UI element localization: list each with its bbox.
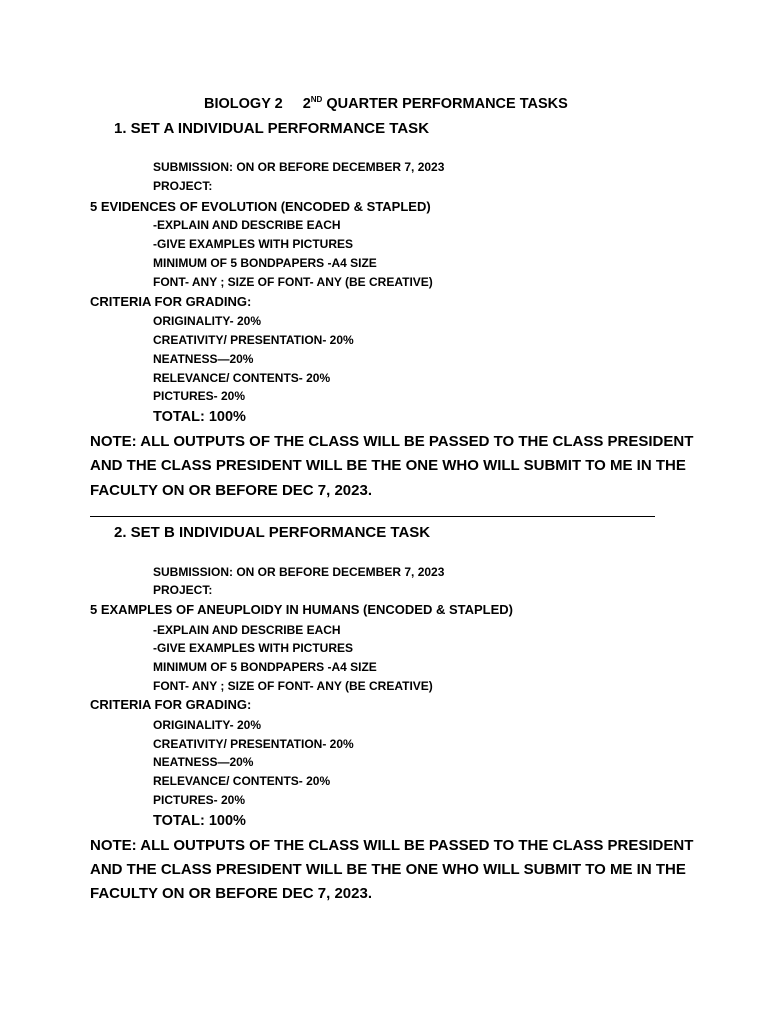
section-b-note-line: FACULTY ON OR BEFORE DEC 7, 2023. — [90, 885, 373, 902]
section-a-heading: 1. SET A INDIVIDUAL PERFORMANCE TASK — [114, 120, 430, 137]
section-b-criteria-label: CRITERIA FOR GRADING: — [90, 697, 252, 712]
section-a-criterion: CREATIVITY/ PRESENTATION- 20% — [153, 333, 354, 347]
section-b-heading: 2. SET B INDIVIDUAL PERFORMANCE TASK — [114, 524, 431, 541]
section-a-instruction: MINIMUM OF 5 BONDPAPERS -A4 SIZE — [153, 256, 377, 270]
section-b-instruction: MINIMUM OF 5 BONDPAPERS -A4 SIZE — [153, 660, 377, 674]
title-quarter-suffix: ND — [310, 95, 323, 105]
section-a-total: TOTAL: 100% — [153, 409, 246, 425]
page-title — [204, 96, 568, 112]
section-b-project-title: 5 EXAMPLES OF ANEUPLOIDY IN HUMANS (ENCODED & STAPLED) — [90, 602, 514, 617]
section-a-criterion: ORIGINALITY- 20% — [153, 314, 262, 328]
section-a-criterion: NEATNESS—20% — [153, 352, 254, 366]
title-quarter-number: 2 — [302, 96, 311, 112]
section-b-criterion: PICTURES- 20% — [153, 793, 246, 807]
section-b-project-label: PROJECT: — [153, 583, 213, 597]
section-a-instruction: -EXPLAIN AND DESCRIBE EACH — [153, 218, 341, 232]
section-b-instruction: FONT- ANY ; SIZE OF FONT- ANY (BE CREATIVE) — [153, 679, 433, 693]
section-a-project-title: 5 EVIDENCES OF EVOLUTION (ENCODED & STAPLED) — [90, 199, 431, 214]
title-rest: QUARTER PERFORMANCE TASKS — [326, 96, 568, 112]
section-b-criterion: RELEVANCE/ CONTENTS- 20% — [153, 774, 331, 788]
section-a-criteria-label: CRITERIA FOR GRADING: — [90, 294, 252, 309]
section-b-criterion: ORIGINALITY- 20% — [153, 718, 262, 732]
section-a-criterion: RELEVANCE/ CONTENTS- 20% — [153, 371, 331, 385]
section-a-note-line: AND THE CLASS PRESIDENT WILL BE THE ONE WHO WILL SUBMIT TO ME IN THE — [90, 457, 686, 474]
section-a-submission: SUBMISSION: ON OR BEFORE DECEMBER 7, 2023 — [153, 160, 445, 174]
section-b-note-line: NOTE: ALL OUTPUTS OF THE CLASS WILL BE PASSED TO THE CLASS PRESIDENT — [90, 837, 694, 854]
section-b-instruction: -EXPLAIN AND DESCRIBE EACH — [153, 623, 341, 637]
title-subject: BIOLOGY 2 — [204, 96, 283, 112]
section-a-note-line: FACULTY ON OR BEFORE DEC 7, 2023. — [90, 482, 373, 499]
section-divider — [90, 516, 655, 517]
section-a-instruction: FONT- ANY ; SIZE OF FONT- ANY (BE CREATIVE) — [153, 275, 433, 289]
section-b-criterion: NEATNESS—20% — [153, 755, 254, 769]
section-b-total: TOTAL: 100% — [153, 813, 246, 829]
section-a-project-label: PROJECT: — [153, 179, 213, 193]
section-b-criterion: CREATIVITY/ PRESENTATION- 20% — [153, 737, 354, 751]
section-b-submission: SUBMISSION: ON OR BEFORE DECEMBER 7, 2023 — [153, 565, 445, 579]
section-a-instruction: -GIVE EXAMPLES WITH PICTURES — [153, 237, 354, 251]
section-a-criterion: PICTURES- 20% — [153, 389, 246, 403]
section-a-note-line: NOTE: ALL OUTPUTS OF THE CLASS WILL BE PASSED TO THE CLASS PRESIDENT — [90, 433, 694, 450]
section-b-note-line: AND THE CLASS PRESIDENT WILL BE THE ONE WHO WILL SUBMIT TO ME IN THE — [90, 861, 686, 878]
section-b-instruction: -GIVE EXAMPLES WITH PICTURES — [153, 641, 354, 655]
